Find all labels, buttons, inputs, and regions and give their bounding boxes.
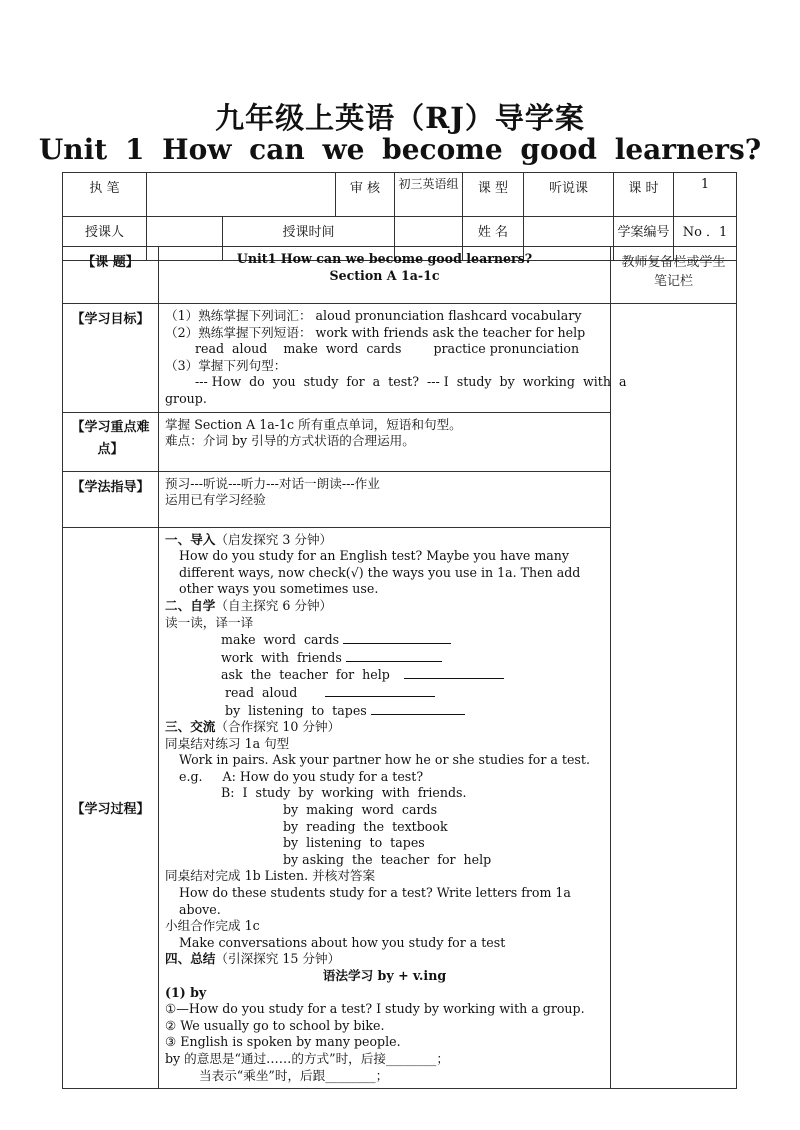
section-4-title: 四、总结 [165, 951, 216, 967]
method-line: 预习---听说---听力---对话一朗读---作业 [165, 475, 380, 491]
example-line-b: B: I study by working with friends. [221, 785, 467, 801]
key-point-line: 掌握 Section A 1a-1c 所有重点单词，短语和句型。 [165, 416, 462, 432]
phrase-row [165, 684, 604, 702]
process-content [159, 527, 611, 1089]
phrase-text: make word cards [221, 632, 340, 648]
label-topic: 【课 题】 [63, 247, 159, 304]
topic-content [159, 247, 611, 304]
label-lesson-type: 课 型 [463, 173, 524, 217]
topic-line-2: Section A 1a-1c [329, 267, 440, 283]
main-table [62, 246, 737, 1089]
key-point-line: 难点：介词 by 引导的方式状语的合理运用。 [165, 433, 415, 449]
goal-line: group. [165, 390, 207, 406]
goal-line: （1）熟练掌握下列词汇： aloud pronunciation flashcard vocabulary [165, 308, 582, 323]
label-author: 执 笔 [63, 173, 147, 217]
goals-content [159, 304, 627, 413]
section-1-heading [165, 532, 604, 549]
label-name: 姓 名 [463, 217, 524, 261]
section-2-intro: 读一读，译一译 [165, 614, 254, 630]
value-reviewer: 初三英语组 [395, 173, 463, 217]
label-method: 【学法指导】 [63, 471, 159, 527]
section-4-heading [165, 951, 604, 968]
section-3-title: 三、交流 [165, 719, 216, 735]
label-reviewer: 审 核 [336, 173, 395, 217]
section-1-title: 一、导入 [165, 531, 216, 547]
section-3-note: （合作探究 10 分钟） [215, 719, 341, 735]
phrase-row [165, 631, 604, 649]
label-plan-number: 学案编号 [614, 217, 674, 261]
label-goals: 【学习目标】 [63, 304, 159, 413]
value-plan-number: No ．1 [674, 217, 737, 261]
section-1-note: （启发探究 3 分钟） [215, 531, 333, 547]
by-example: ③ English is spoken by many people. [165, 1034, 401, 1050]
label-key-points: 【学习重点难点】 [63, 412, 159, 471]
section-3-intro: 同桌结对练习 1a 句型 [165, 735, 290, 751]
label-teaching-time: 授课时间 [223, 217, 395, 261]
method-content [159, 471, 611, 527]
grammar-title: 语法学习 by + v.ing [322, 968, 447, 983]
by-example: ② We usually go to school by bike. [165, 1017, 385, 1033]
unit-title: Unit 1 How can we become good learners? [38, 133, 762, 166]
goal-line: （3）掌握下列句型： [165, 357, 287, 373]
notes-column [611, 304, 737, 1089]
value-author [147, 173, 336, 217]
task-1b-instruction: How do these students study for a test? Write letters from 1a above. [179, 885, 571, 917]
section-2-title: 二、自学 [165, 597, 216, 613]
phrase-text: read aloud [221, 684, 298, 700]
goal-line: --- How do you study for a test? --- I study by working with a [195, 374, 627, 390]
phrase-row [165, 666, 604, 684]
phrase-text: work with friends [221, 649, 342, 665]
value-lesson-type: 听说课 [524, 173, 614, 217]
key-points-content [159, 412, 611, 471]
phrase-row [165, 702, 604, 720]
answer-blank[interactable] [325, 684, 435, 697]
notes-column-label: 教师复备栏或学生笔记栏 [611, 247, 737, 304]
task-1c-heading: 小组合作完成 1c [165, 918, 260, 934]
example-line-a: e.g. A: How do you study for a test? [179, 768, 424, 784]
by-example: ①—How do you study for a test? I study by working with a group. [165, 1001, 585, 1017]
section-3-task: Work in pairs. Ask your partner how he or she studies for a test. [179, 752, 590, 768]
label-process: 【学习过程】 [63, 527, 159, 1089]
answer-blank[interactable] [346, 649, 442, 662]
section-1-line: other ways you sometimes use. [179, 581, 379, 597]
example-by-line: by asking the teacher for help [283, 851, 492, 867]
section-2-note: （自主探究 6 分钟） [215, 597, 333, 613]
phrase-text: by listening to tapes [221, 702, 367, 718]
example-by-line: by making word cards [283, 802, 438, 818]
answer-blank[interactable] [343, 631, 451, 644]
phrase-text: ask the teacher for help [221, 667, 390, 683]
section-4-note: （引深探究 15 分钟） [215, 951, 341, 967]
answer-blank[interactable] [404, 666, 504, 679]
section-1-line: different ways, now check(√) the ways you use in 1a. Then add [179, 564, 581, 580]
task-1c-instruction: Make conversations about how you study for a test [179, 934, 506, 950]
method-line: 运用已有学习经验 [165, 492, 266, 508]
section-3-heading [165, 719, 604, 736]
page-title: 九年级上英语（RJ）导学案 [215, 101, 585, 135]
value-period: 1 [674, 173, 737, 217]
goal-line: read aloud make word cards practice pronunciation [195, 341, 580, 357]
label-period: 课 时 [614, 173, 674, 217]
task-1b-heading: 同桌结对完成 1b Listen. 并核对答案 [165, 868, 376, 884]
example-by-line: by listening to tapes [283, 835, 425, 851]
by-heading: (1) by [165, 984, 207, 1000]
label-teacher: 授课人 [63, 217, 147, 261]
answer-blank[interactable] [371, 702, 465, 715]
by-ride-rule: 当表示“乘坐”时，后跟________； [199, 1067, 389, 1083]
section-2-heading [165, 598, 604, 615]
example-by-line: by reading the textbook [283, 818, 448, 834]
goal-line: （2）熟练掌握下列短语： work with friends ask the teacher for help [165, 324, 586, 340]
topic-line-1: Unit1 How can we become good learners? [236, 251, 533, 266]
phrase-row [165, 649, 604, 667]
by-meaning-rule: by 的意思是“通过……的方式”时，后接________； [165, 1050, 449, 1066]
section-1-line: How do you study for an English test? Maybe you have many [179, 548, 570, 564]
